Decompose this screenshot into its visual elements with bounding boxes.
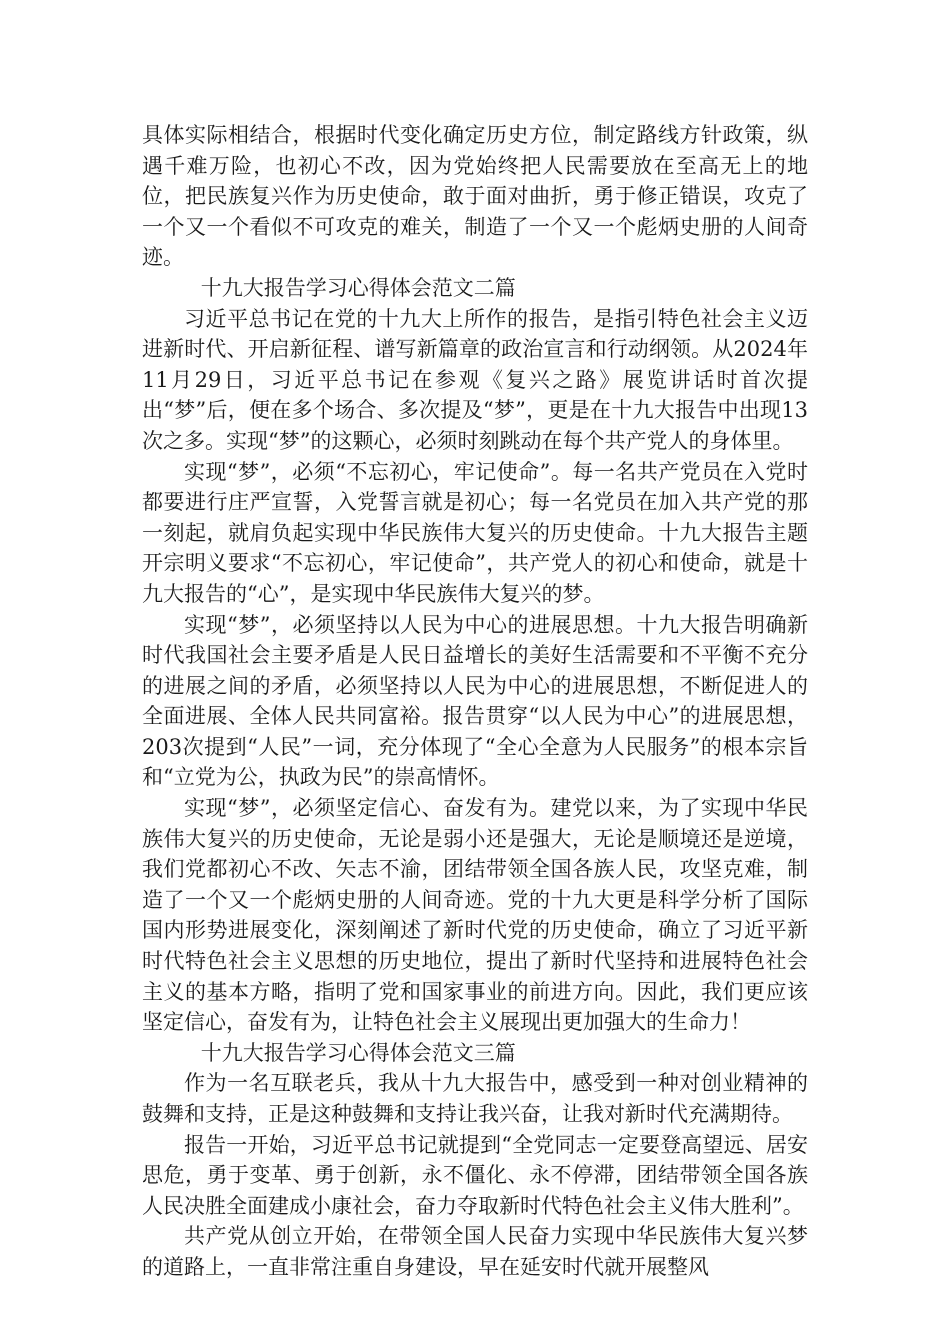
paragraph: 报告一开始，习近平总书记就提到“全党同志一定要登高望远、居安思危，勇于变革、勇于创新，永不僵化、永不停滞，团结带领全国各族人民决胜全面建成小康社会，奋力夺取新时代特色社会主义伟大胜利”。 <box>142 1132 808 1218</box>
paragraph: 作为一名互联老兵，我从十九大报告中，感受到一种对创业精神的鼓舞和支持，正是这种鼓舞和支持让我兴奋，让我对新时代充满期待。 <box>142 1071 808 1126</box>
document-body <box>142 120 808 1283</box>
paragraph: 实现“梦”，必须坚持以人民为中心的进展思想。十九大报告明确新时代我国社会主要矛盾是人民日益增长的美好生活需要和不平衡不充分的进展之间的矛盾，必须坚持以人民为中心的进展思想，不断促进人的全面进展、全体人民共同富裕。报告贯穿“以人民为中心”的进展思想，203次提到“人民”一词，充分体现了“全心全意为人民服务”的根本宗旨和“立党为公，执政为民”的崇高情怀。 <box>142 612 808 790</box>
paragraph: 实现“梦”，必须坚定信心、奋发有为。建党以来，为了实现中华民族伟大复兴的历史使命，无论是弱小还是强大，无论是顺境还是逆境，我们党都初心不改、矢志不渝，团结带领全国各族人民，攻坚克难，制造了一个又一个彪炳史册的人间奇迹。党的十九大更是科学分析了国际国内形势进展变化，深刻阐述了新时代党的历史使命，确立了习近平新时代特色社会主义思想的历史地位，提出了新时代坚持和进展特色社会主义的基本方略，指明了党和国家事业的前进方向。因此，我们更应该坚定信心，奋发有为，让特色社会主义展现出更加强大的生命力！ <box>142 796 808 1035</box>
section-heading-part-three: 十九大报告学习心得体会范文三篇 <box>200 1040 516 1065</box>
paragraph: 习近平总书记在党的十九大上所作的报告，是指引特色社会主义迈进新时代、开启新征程、谱写新篇章的政治宣言和行动纲领。从2024年11月29日，习近平总书记在参观《复兴之路》展览讲话时首次提出“梦”后，便在多个场合、多次提及“梦”，更是在十九大报告中出现13次之多。实现“梦”的这颗心，必须时刻跳动在每个共产党人的身体里。 <box>142 306 808 453</box>
section-heading-part-two: 十九大报告学习心得体会范文二篇 <box>200 275 516 300</box>
paragraph: 实现“梦”，必须“不忘初心，牢记使命”。每一名共产党员在入党时都要进行庄严宣誓，入党誓言就是初心；每一名党员在加入共产党的那一刻起，就肩负起实现中华民族伟大复兴的历史使命。十九大报告主题开宗明义要求“不忘初心，牢记使命”，共产党人的初心和使命，就是十九大报告的“心”，是实现中华民族伟大复兴的梦。 <box>142 459 808 606</box>
paragraph-continued: 具体实际相结合，根据时代变化确定历史方位，制定路线方针政策，纵遇千难万险，也初心不改，因为党始终把人民需要放在至高无上的地位，把民族复兴作为历史使命，敢于面对曲折，勇于修正错误，攻克了一个又一个看似不可攻克的难关，制造了一个又一个彪炳史册的人间奇迹。 <box>142 123 808 270</box>
paragraph: 共产党从创立开始，在带领全国人民奋力实现中华民族伟大复兴梦的道路上，一直非常注重自身建设，早在延安时代就开展整风 <box>142 1224 808 1279</box>
